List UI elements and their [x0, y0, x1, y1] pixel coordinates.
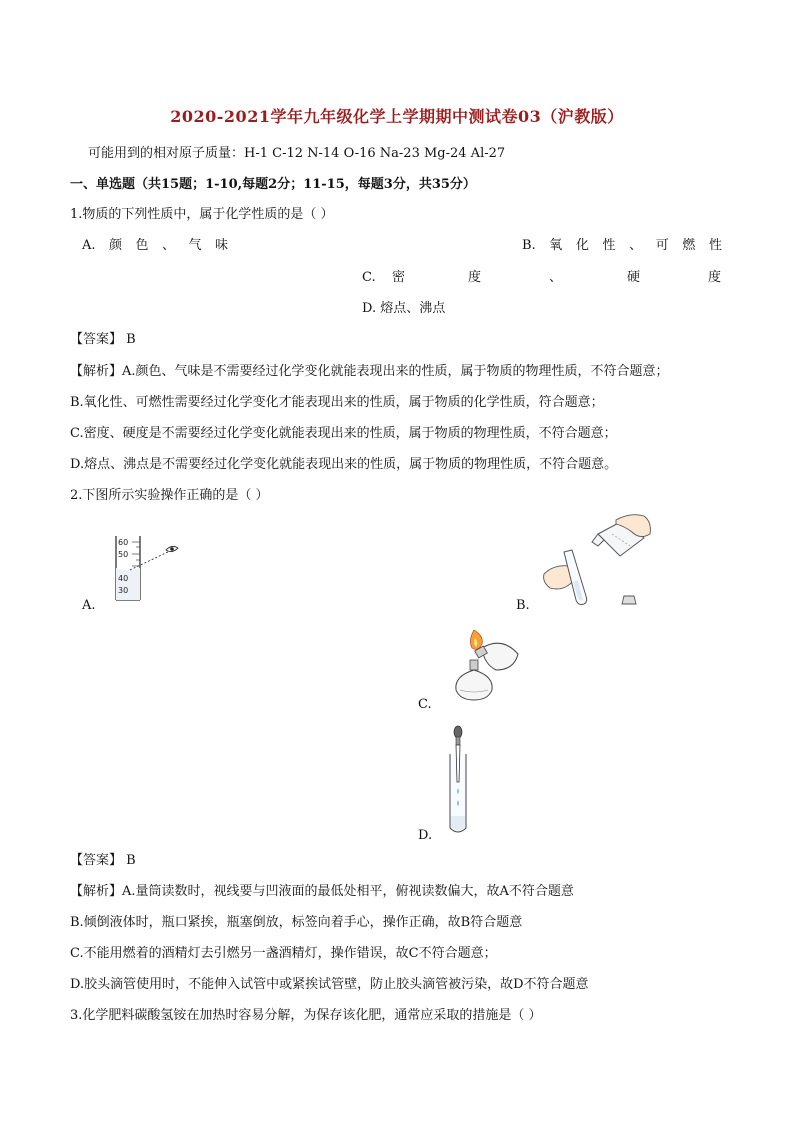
flame-icon: [470, 630, 482, 649]
q2-analysis-line: 【解析】A.量筒读数时，视线要与凹液面的最低处相平，俯视读数偏大，故A不符合题意: [70, 884, 574, 899]
alcohol-lamps-figure: [444, 626, 526, 704]
q2-answer: 【答案】 B: [70, 853, 136, 868]
q1-analysis-line: 【解析】A.颜色、气味是不需要经过化学变化就能表现出来的性质，属于物质的物理性质，不符合题意；: [70, 364, 669, 379]
q1-option-a: [82, 236, 228, 256]
q2-analysis-line: B.倾倒液体时，瓶口紧挨，瓶塞倒放，标签向着手心，操作正确，故B符合题意: [70, 915, 523, 930]
q2-stem: 2.下图所示实验操作正确的是（ ）: [70, 488, 269, 503]
cylinder-tick-label: 40: [118, 574, 129, 583]
q1-option-b-part: 性: [708, 238, 722, 253]
section-heading: 一、单选题（共15题；1-10,每题2分；11-15，每题3分，共35分）: [70, 177, 476, 192]
q1-option-b-part: 氧: [549, 238, 563, 253]
q1-option-d: D. 熔点、沸点: [362, 301, 446, 316]
q1-option-b-part: B.: [522, 238, 536, 253]
q1-option-c-part: 度: [708, 270, 722, 285]
q1-option-a-part: 色: [135, 238, 149, 253]
q2-label-c: C.: [418, 697, 432, 712]
q1-answer: 【答案】 B: [70, 332, 136, 347]
q1-option-c-part: 度: [468, 270, 482, 285]
q2-analysis-line: C.不能用燃着的酒精灯去引燃另一盏酒精灯，操作错误，故C不符合题意；: [70, 946, 497, 961]
q1-analysis-line: D.熔点、沸点是不需要经过化学变化就能表现出来的性质，属于物质的物理性质，不符合题意。: [70, 457, 618, 472]
tilted-alcohol-lamp-icon: [475, 643, 518, 670]
graduated-cylinder-figure: [108, 530, 188, 602]
q1-option-a-part: 、: [161, 238, 175, 253]
eye-icon: [166, 546, 178, 551]
q1-option-c-part: 密: [392, 270, 406, 285]
q1-option-c-part: 硬: [627, 270, 641, 285]
q1-option-b-part: 、: [629, 238, 643, 253]
q1-option-b-part: 化: [575, 238, 589, 253]
page-title: 2020-2021学年九年级化学上学期期中测试卷03（沪教版）: [170, 107, 624, 126]
q1-analysis-line: B.氧化性、可燃性需要经过化学变化才能表现出来的性质，属于物质的化学性质，符合题意；: [70, 395, 604, 410]
alcohol-lamp-icon: [456, 660, 492, 700]
bottle-stopper-icon: [622, 596, 636, 604]
q2-label-a: A.: [82, 598, 96, 613]
atomic-masses: 可能用到的相对原子质量：H-1 C-12 N-14 O-16 Na-23 Mg-24 Al-27: [88, 146, 506, 161]
q2-label-b: B.: [516, 598, 530, 613]
cylinder-tick-label: 60: [118, 538, 129, 547]
q2-label-d: D.: [418, 828, 433, 843]
q1-option-c-part: C.: [362, 270, 376, 285]
q2-analysis-line: D.胶头滴管使用时，不能伸入试管中或紧挨试管壁，防止胶头滴管被污染，故D不符合题意: [70, 977, 589, 992]
q1-option-a-part: 味: [214, 238, 228, 253]
cylinder-tick-label: 30: [118, 586, 129, 595]
q1-option-a-part: 颜: [109, 238, 123, 253]
hand-icon: [544, 515, 651, 589]
q1-stem: 1.物质的下列性质中，属于化学性质的是（ ）: [70, 207, 334, 222]
q1-option-b: [522, 236, 722, 256]
q1-analysis-line: C.密度、硬度是不需要经过化学变化就能表现出来的性质，属于物质的物理性质，不符合题意；: [70, 426, 617, 441]
q1-option-b-part: 性: [602, 238, 616, 253]
q1-option-a-part: 气: [188, 238, 202, 253]
q1-option-b-part: 燃: [682, 238, 696, 253]
q1-option-b-part: 可: [655, 238, 669, 253]
q1-option-a-part: A.: [82, 238, 96, 253]
dropper-figure: [444, 724, 474, 836]
q1-option-c-part: 、: [549, 270, 563, 285]
q3-stem: 3.化学肥料碳酸氢铵在加热时容易分解，为保存该化肥，通常应采取的措施是（ ）: [70, 1008, 542, 1023]
cylinder-tick-label: 50: [118, 550, 129, 559]
pouring-liquid-figure: [540, 512, 670, 608]
